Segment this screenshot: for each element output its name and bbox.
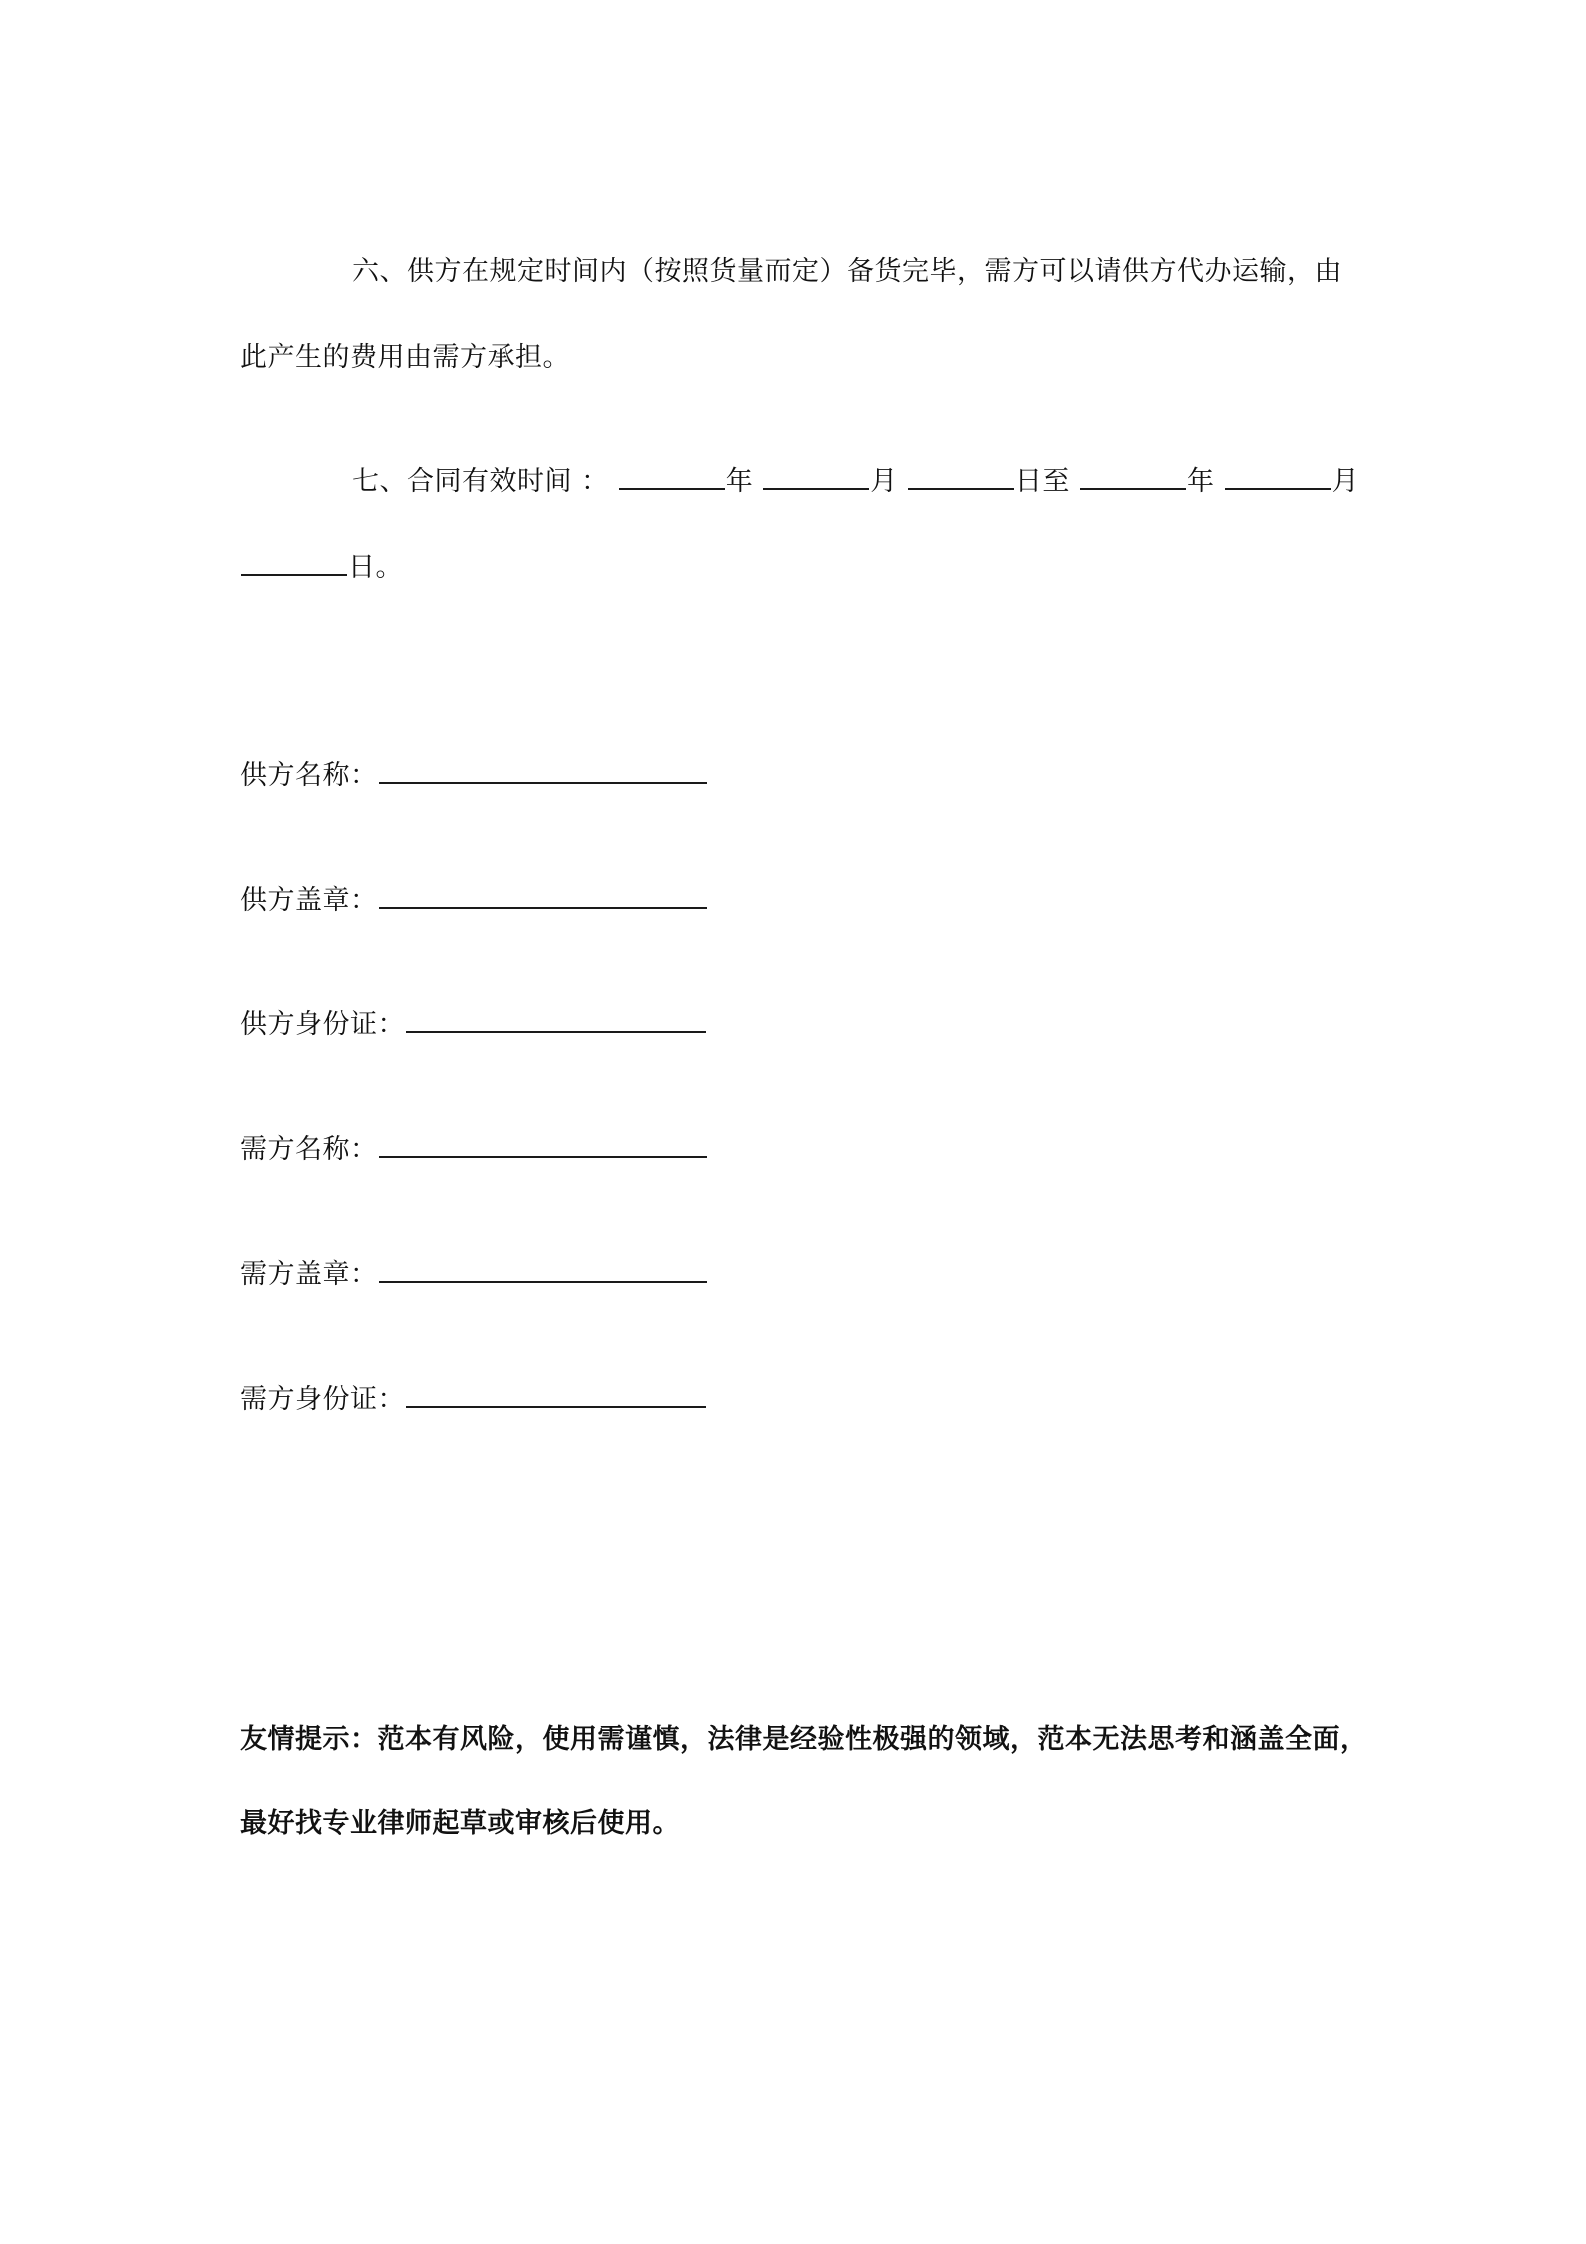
supplier-id-blank[interactable] xyxy=(406,1005,706,1033)
month-label-2: 月 xyxy=(1331,466,1360,497)
supplier-name-label: 供方名称： xyxy=(240,760,378,791)
end-day-blank[interactable] xyxy=(241,548,347,576)
clause-7-prefix: 七、合同有效时间 ： xyxy=(352,466,609,497)
end-day-label: 日。 xyxy=(348,552,403,583)
buyer-id-label: 需方身份证： xyxy=(240,1384,405,1415)
day-to-label: 日至 xyxy=(1014,466,1070,497)
buyer-id-blank[interactable] xyxy=(406,1380,706,1408)
buyer-id-field xyxy=(240,1380,707,1420)
end-year-blank[interactable] xyxy=(1080,462,1186,490)
tip-line-1: 友情提示：范本有风险，使用需谨慎，法律是经验性极强的领域，范本无法思考和涵盖全面， xyxy=(240,1724,1368,1755)
buyer-name-blank[interactable] xyxy=(379,1130,707,1158)
supplier-name-blank[interactable] xyxy=(379,756,707,784)
buyer-seal-field xyxy=(240,1255,708,1295)
start-year-blank[interactable] xyxy=(619,462,725,490)
start-month-blank[interactable] xyxy=(763,462,869,490)
supplier-name-field xyxy=(240,756,708,796)
month-label: 月 xyxy=(870,466,898,497)
year-label-2: 年 xyxy=(1186,466,1215,497)
start-day-blank[interactable] xyxy=(908,462,1014,490)
tip-line-2: 最好找专业律师起草或审核后使用。 xyxy=(240,1808,680,1839)
supplier-id-label: 供方身份证： xyxy=(240,1009,405,1040)
supplier-seal-blank[interactable] xyxy=(379,881,707,909)
year-label: 年 xyxy=(725,466,754,497)
buyer-seal-label: 需方盖章： xyxy=(240,1259,378,1290)
clause-7-line-2 xyxy=(240,548,403,588)
clause-6-line-1: 六、供方在规定时间内（按照货量而定）备货完毕，需方可以请供方代办运输，由 xyxy=(352,256,1342,287)
clause-6-line-2: 此产生的费用由需方承担。 xyxy=(240,342,570,373)
supplier-seal-field xyxy=(240,881,708,921)
buyer-name-label: 需方名称： xyxy=(240,1134,378,1165)
buyer-name-field xyxy=(240,1130,708,1170)
end-month-blank[interactable] xyxy=(1225,462,1331,490)
supplier-id-field xyxy=(240,1005,707,1045)
supplier-seal-label: 供方盖章： xyxy=(240,885,378,916)
buyer-seal-blank[interactable] xyxy=(379,1255,707,1283)
clause-7-line-1 xyxy=(352,462,1359,502)
